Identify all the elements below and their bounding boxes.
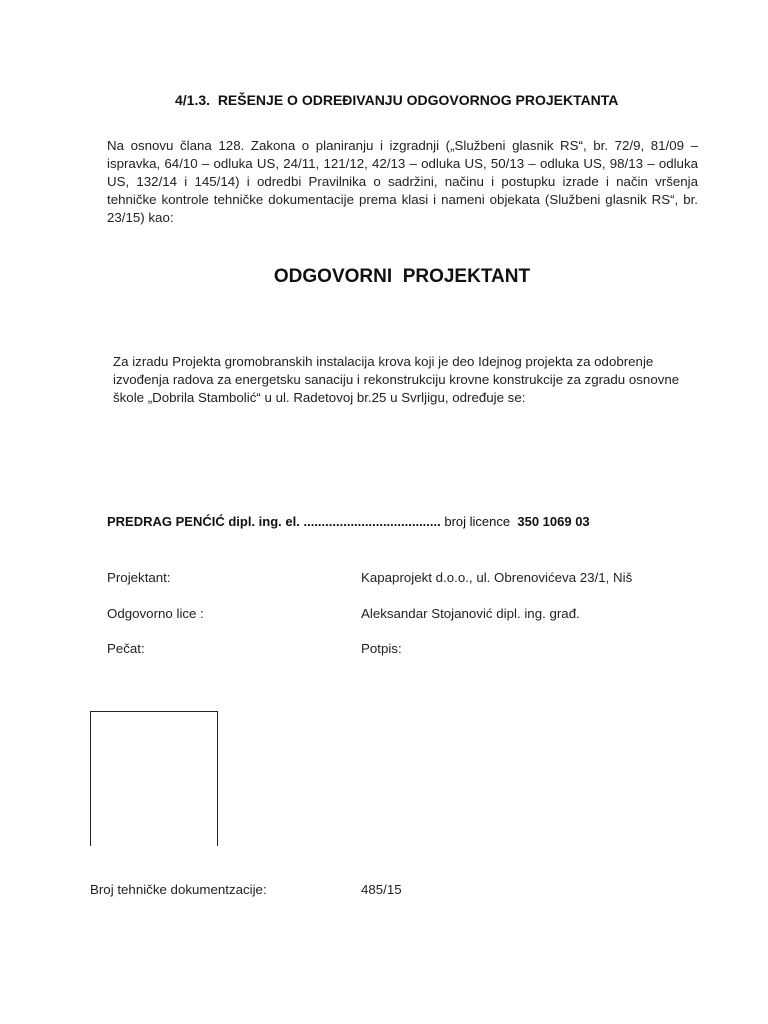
- responsible-designer-line: [107, 514, 590, 529]
- row-value-projektant: Kapaprojekt d.o.o., ul. Obrenovićeva 23/1, Niš: [361, 570, 633, 585]
- license-number: 350 1069 03: [517, 514, 590, 529]
- row-label-projektant: Projektant:: [107, 570, 171, 585]
- technical-doc-number-value: 485/15: [361, 882, 402, 897]
- section-heading: [175, 92, 618, 108]
- designer-name: PREDRAG PENĆIĆ dipl. ing. el.: [107, 514, 300, 529]
- row-label-signature: Potpis:: [361, 641, 402, 656]
- designer-dots: ......................................: [303, 514, 441, 529]
- license-label: broj licence: [444, 514, 511, 529]
- document-main-title: ODGOVORNI PROJEKTANT: [273, 266, 531, 287]
- stamp-box: [90, 711, 218, 846]
- row-value-responsible-person: Aleksandar Stojanović dipl. ing. građ.: [361, 606, 580, 621]
- section-title: REŠENJE O ODREĐIVANJU ODGOVORNOG PROJEKTANTA: [217, 92, 619, 108]
- row-label-responsible-person: Odgovorno lice :: [107, 606, 204, 621]
- row-label-stamp: Pečat:: [107, 641, 145, 656]
- legal-basis-paragraph: Na osnovu člana 128. Zakona o planiranju i izgradnji („Službeni glasnik RS“, br. 72/9, 81/09 – ispravka, 64/10 – odluka US, 24/11, 121/12, 42/13 – odluka US, 50/13 – odluka US, 98/13 – odluka US, 132/14 i 145/14) i odredbi Pravilnika o sadržini, načinu i postupku izrade i način vršenja tehničke kontrole tehničke dokumentacije prema klasi i nameni objekata (Službeni glasnik RS“, br. 23/15) kao:: [107, 138, 698, 225]
- section-number: 4/1.3.: [175, 92, 211, 108]
- technical-doc-number-label: Broj tehničke dokumentzacije:: [90, 882, 267, 897]
- project-purpose-paragraph: Za izradu Projekta gromobranskih instalacija krova koji je deo Idejnog projekta za odobrenje izvođenja radova za energetsku sanaciju i rekonstrukciju krovne konstrukcije za zgradu osnovne škole „Dobrila Stambolić“ u ul. Radetovoj br.25 u Svrljigu, određuje se:: [113, 354, 680, 405]
